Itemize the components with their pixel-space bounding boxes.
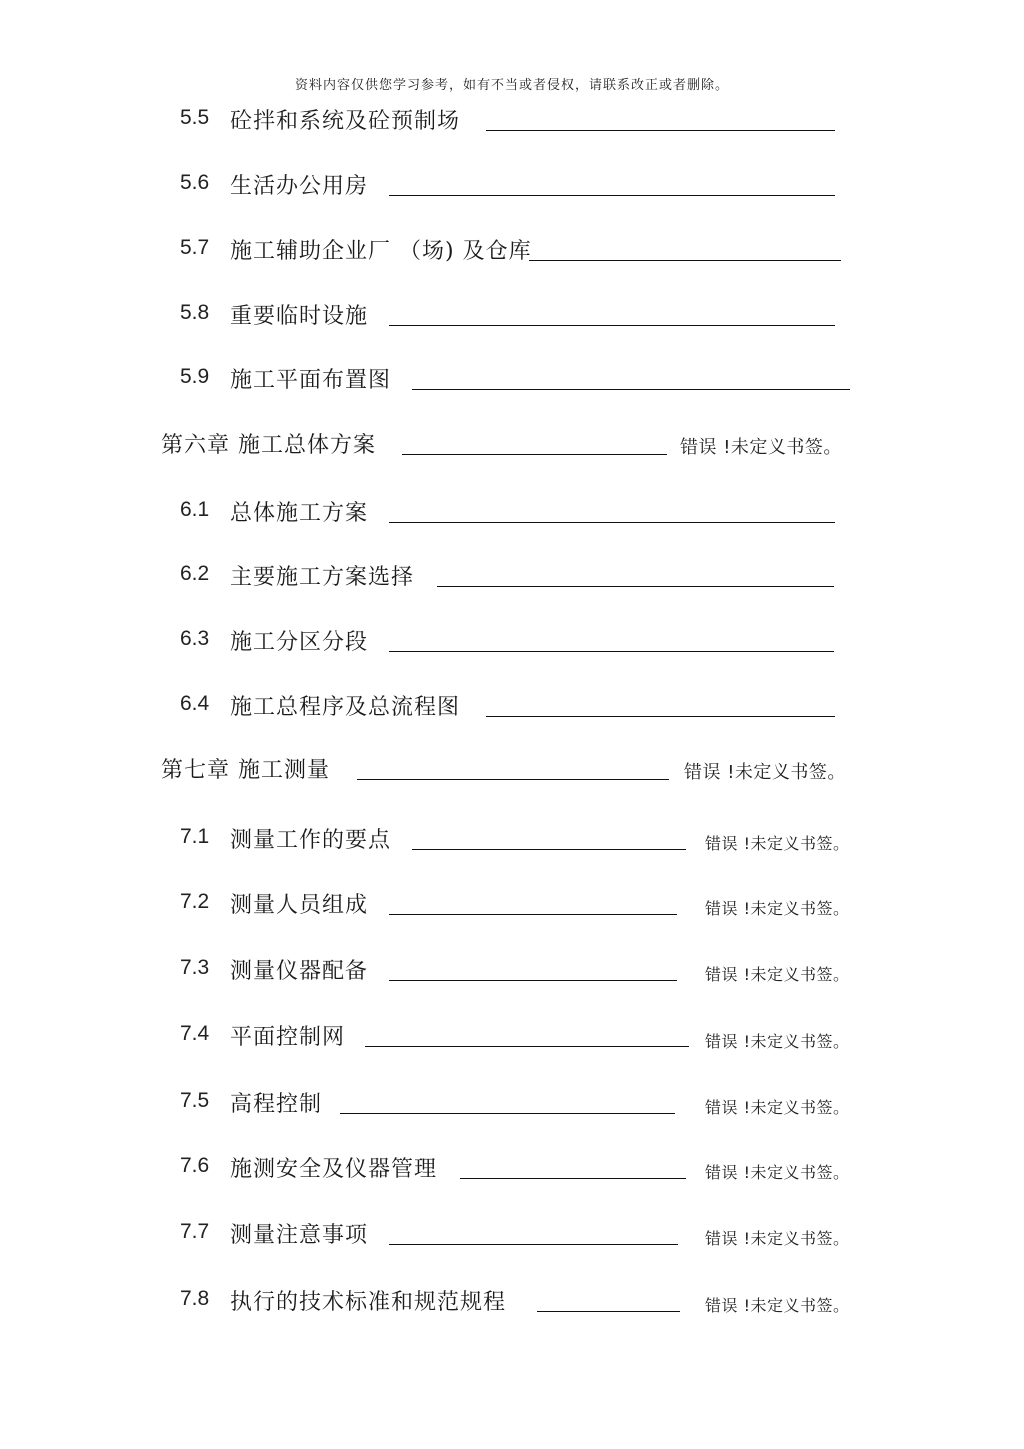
toc-title: 施工辅助企业厂 （场) 及仓库 — [230, 239, 532, 264]
chapter-title: 第七章 施工测量 — [161, 758, 330, 783]
toc-number: 6.4 — [180, 692, 210, 715]
toc-leader-line — [389, 195, 835, 196]
toc-chapter-7[interactable] — [0, 749, 1024, 789]
toc-title: 执行的技术标准和规范规程 — [230, 1290, 507, 1315]
toc-entry-7-5[interactable] — [0, 1083, 1024, 1123]
toc-title: 测量注意事项 — [230, 1223, 369, 1248]
toc-number: 6.2 — [180, 562, 210, 585]
toc-leader-line — [389, 325, 835, 326]
toc-title: 总体施工方案 — [230, 501, 369, 526]
header-note: 资料内容仅供您学习参考，如有不当或者侵权，请联系改正或者删除。 — [294, 78, 729, 93]
toc-entry-5-5[interactable] — [0, 100, 1024, 140]
bookmark-error-ref: 错误 !未定义书签。 — [680, 437, 842, 458]
toc-leader-line — [389, 914, 677, 915]
toc-number: 5.9 — [180, 365, 210, 388]
toc-leader-line — [412, 389, 850, 390]
toc-title: 测量人员组成 — [230, 893, 369, 918]
toc-entry-5-6[interactable] — [0, 165, 1024, 205]
toc-number: 7.2 — [180, 890, 210, 913]
toc-leader-line — [365, 1046, 689, 1047]
toc-leader-line — [486, 716, 835, 717]
toc-title: 测量仪器配备 — [230, 959, 369, 984]
toc-leader-line — [529, 260, 841, 261]
toc-number: 6.3 — [180, 627, 210, 650]
toc-entry-5-8[interactable] — [0, 295, 1024, 335]
toc-leader-line — [389, 980, 677, 981]
toc-number: 7.3 — [180, 956, 210, 979]
bookmark-error-ref: 错误 !未定义书签。 — [705, 899, 850, 918]
toc-number: 5.7 — [180, 236, 210, 259]
toc-leader-line — [357, 779, 669, 780]
toc-title: 施工分区分段 — [230, 630, 369, 655]
toc-title: 主要施工方案选择 — [230, 565, 415, 590]
toc-entry-7-6[interactable] — [0, 1148, 1024, 1188]
toc-number: 5.5 — [180, 106, 210, 129]
bookmark-error-ref: 错误 !未定义书签。 — [705, 1098, 850, 1117]
toc-entry-6-4[interactable] — [0, 686, 1024, 726]
toc-title: 重要临时设施 — [230, 304, 369, 329]
toc-title: 施工平面布置图 — [230, 368, 392, 393]
toc-title: 平面控制网 — [230, 1025, 346, 1050]
toc-entry-6-2[interactable] — [0, 556, 1024, 596]
bookmark-error-ref: 错误 !未定义书签。 — [705, 834, 850, 853]
toc-leader-line — [412, 849, 686, 850]
toc-leader-line — [402, 454, 667, 455]
toc-number: 5.6 — [180, 171, 210, 194]
toc-entry-7-3[interactable] — [0, 950, 1024, 990]
toc-title: 生活办公用房 — [230, 174, 369, 199]
toc-entry-7-1[interactable] — [0, 819, 1024, 859]
chapter-title: 第六章 施工总体方案 — [161, 433, 376, 458]
toc-entry-7-4[interactable] — [0, 1016, 1024, 1056]
toc-number: 7.6 — [180, 1154, 210, 1177]
toc-entry-7-2[interactable] — [0, 884, 1024, 924]
toc-leader-line — [340, 1113, 675, 1114]
toc-entry-5-9[interactable] — [0, 359, 1024, 399]
bookmark-error-ref: 错误 !未定义书签。 — [684, 762, 846, 783]
toc-number: 6.1 — [180, 498, 210, 521]
bookmark-error-ref: 错误 !未定义书签。 — [705, 1296, 850, 1315]
toc-entry-5-7[interactable] — [0, 230, 1024, 270]
toc-leader-line — [537, 1311, 680, 1312]
toc-number: 7.1 — [180, 825, 210, 848]
toc-leader-line — [486, 130, 835, 131]
toc-number: 7.8 — [180, 1287, 210, 1310]
toc-leader-line — [389, 651, 834, 652]
toc-leader-line — [437, 586, 834, 587]
toc-number: 7.7 — [180, 1220, 210, 1243]
toc-leader-line — [389, 1244, 678, 1245]
toc-entry-6-3[interactable] — [0, 621, 1024, 661]
bookmark-error-ref: 错误 !未定义书签。 — [705, 1032, 850, 1051]
toc-number: 7.4 — [180, 1022, 210, 1045]
toc-title: 施工总程序及总流程图 — [230, 695, 461, 720]
toc-entry-7-7[interactable] — [0, 1214, 1024, 1254]
toc-entry-6-1[interactable] — [0, 492, 1024, 532]
toc-title: 测量工作的要点 — [230, 828, 392, 853]
toc-leader-line — [389, 522, 835, 523]
toc-title: 高程控制 — [230, 1092, 323, 1117]
toc-chapter-6[interactable] — [0, 424, 1024, 464]
toc-leader-line — [460, 1178, 686, 1179]
toc-number: 5.8 — [180, 301, 210, 324]
bookmark-error-ref: 错误 !未定义书签。 — [705, 1163, 850, 1182]
toc-entry-7-8[interactable] — [0, 1281, 1024, 1321]
toc-title: 施测安全及仪器管理 — [230, 1157, 438, 1182]
bookmark-error-ref: 错误 !未定义书签。 — [705, 1229, 850, 1248]
bookmark-error-ref: 错误 !未定义书签。 — [705, 965, 850, 984]
toc-number: 7.5 — [180, 1089, 210, 1112]
toc-title: 砼拌和系统及砼预制场 — [230, 109, 461, 134]
